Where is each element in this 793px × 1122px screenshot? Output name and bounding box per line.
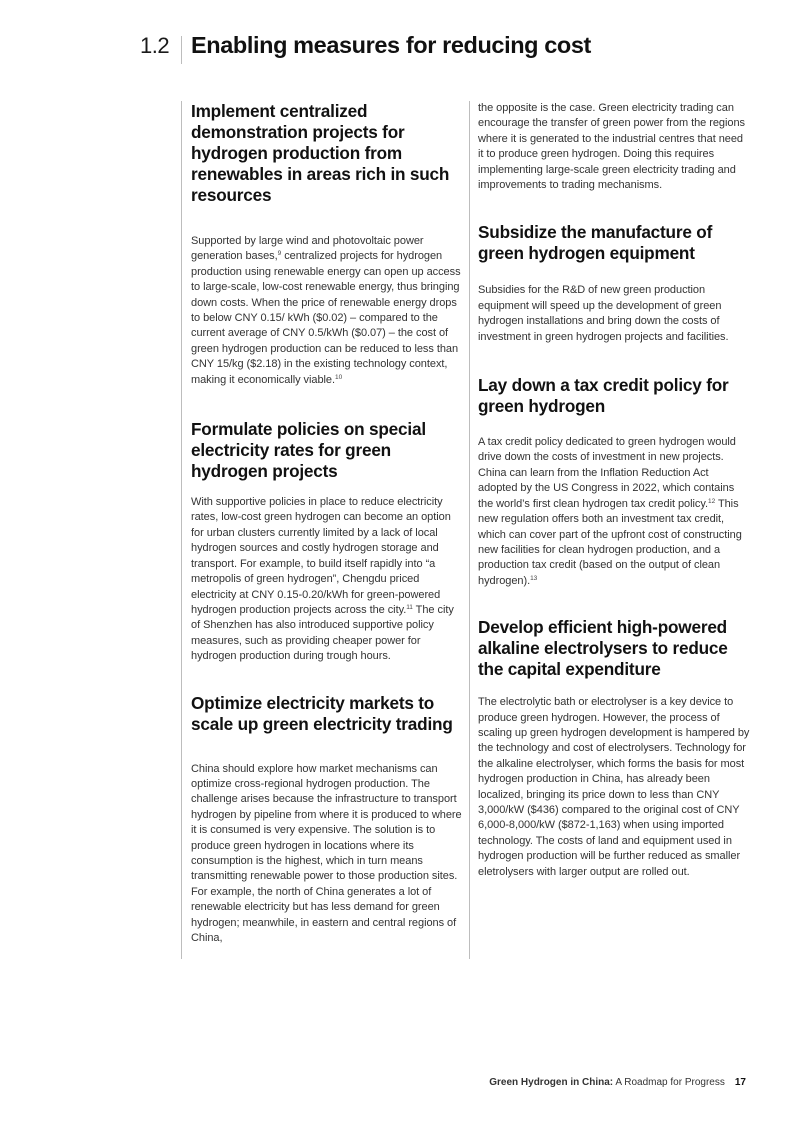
page-footer [489,1077,746,1088]
paragraph-electricity-markets: China should explore how market mechanisms can optimize cross-regional hydrogen production. The challenge arises because the infrastructure to transport hydrogen by pipeline from where it is produced to where it is consumed is very expensive. The solution is to produce green hydrogen in locations where its consumption is the highest, which in turn means transmitting renewable power to those production sites. For example, the north of China generates a lot of renewable electricity but has less demand for green hydrogen; meanwhile, in eastern and central regions of China, [191,762,462,944]
paragraph-centralized-projects: Supported by large wind and photovoltaic power generation bases,$^9$ centralized projects for hydrogen production using renewable energy can open up access to large-scale, low-cost renewable energy, thus bringing down costs. When the price of renewable energy drops to below CNY 0.15/ kWh ($0.02) – compared to the current average of CNY 0.5/kWh ($0.07) – the cost of green hydrogen production can be reduced to less than CNY 15/kg ($2.18) in the existing technology context, making it economically viable.$^{10}$ [191,235,461,386]
page-number: 17 [734,1077,746,1088]
footnote-ref-13: 13 [530,574,538,582]
left-column-rule [181,101,182,959]
page-title: Enabling measures for reducing cost [191,32,591,58]
paragraph-electrolysers: The electrolytic bath or electrolyser is a key device to produce green hydrogen. However, the process of scaling up green hydrogen development is hampered by the technology and cost of electrolysers. Technology for the alkaline electrolyser, which forms the basis for most hydrogen production in China, has already been localized, bringing its price down to less than CNY 3,000/kW ($436) compared to the original cost of CNY 6,000-8,000/kW ($872-1,163) when using imported technology. The costs of land and equipment used in hydrogen production will be further reduced as smaller eletrolysers with larger output are rolled out. [478,696,750,878]
heading-centralized-projects: Implement centralized demonstration projects for hydrogen production from renewables in areas rich in such resources [191,101,450,205]
footnote-ref-9: 9 [277,250,282,258]
header-divider [181,36,182,64]
right-column [478,101,750,880]
section-number: 1.2 [140,33,170,58]
heading-electricity-markets: Optimize electricity markets to scale up green electricity trading [191,692,453,734]
heading-subsidize-equipment: Subsidize the manufacture of green hydrogen equipment [478,222,713,264]
left-column [191,101,463,946]
footer-report-subtitle: A Roadmap for Progress [613,1077,725,1088]
paragraph-continued: the opposite is the case. Green electricity trading can encourage the transfer of green power from the regions where it is generated to the industrial centres that need it to produce green hydrogen. Doing this requires implementing large-scale green electricity trading and improvements to trading mechanisms. [478,102,745,192]
heading-electricity-rates: Formulate policies on special electricity rates for green hydrogen projects [191,419,426,482]
paragraph-subsidize-equipment: Subsidies for the R&D of new green production equipment will speed up the development of green hydrogen installations and bring down the costs of investment in green hydrogen projects and facilities. [478,284,729,343]
footnote-ref-12: 12 [708,497,716,505]
paragraph-tax-credit: A tax credit policy dedicated to green hydrogen would drive down the costs of investment in new projects. China can learn from the Inflation Reduction Act adopted by the US Congress in 2022, which contains the world’s first clean hydrogen tax credit policy.$^{12}$ This new regulation offers both an investment tax credit, which can cover part of the upfront cost of constructing new facilities for clean hydrogen production, and a production tax credit (based on the output of clean hydrogen).$^{13}$ [478,436,742,587]
footnote-ref-11: 11 [406,603,413,611]
heading-tax-credit: Lay down a tax credit policy for green hydrogen [478,375,729,417]
footnote-ref-10: 10 [335,373,343,381]
paragraph-electricity-rates: With supportive policies in place to reduce electricity rates, low-cost green hydrogen can become an option for urban clusters currently limited by a lack of local hydrogen sources and costly hydrogen storage and transport. For example, to build itself rapidly into “a metropolis of green hydrogen”, Chengdu priced electricity at CNY 0.15-0.20/kWh for green-powered hydrogen production projects across the city.$^{11}$ The city of Shenzhen has also introduced supportive policy measures, such as providing cheaper power for hydrogen production during trough hours. [191,496,454,663]
right-column-rule [469,101,470,959]
footer-report-title: Green Hydrogen in China: [489,1077,614,1088]
heading-electrolysers: Develop efficient high-powered alkaline electrolysers to reduce the capital expenditure [478,617,728,680]
